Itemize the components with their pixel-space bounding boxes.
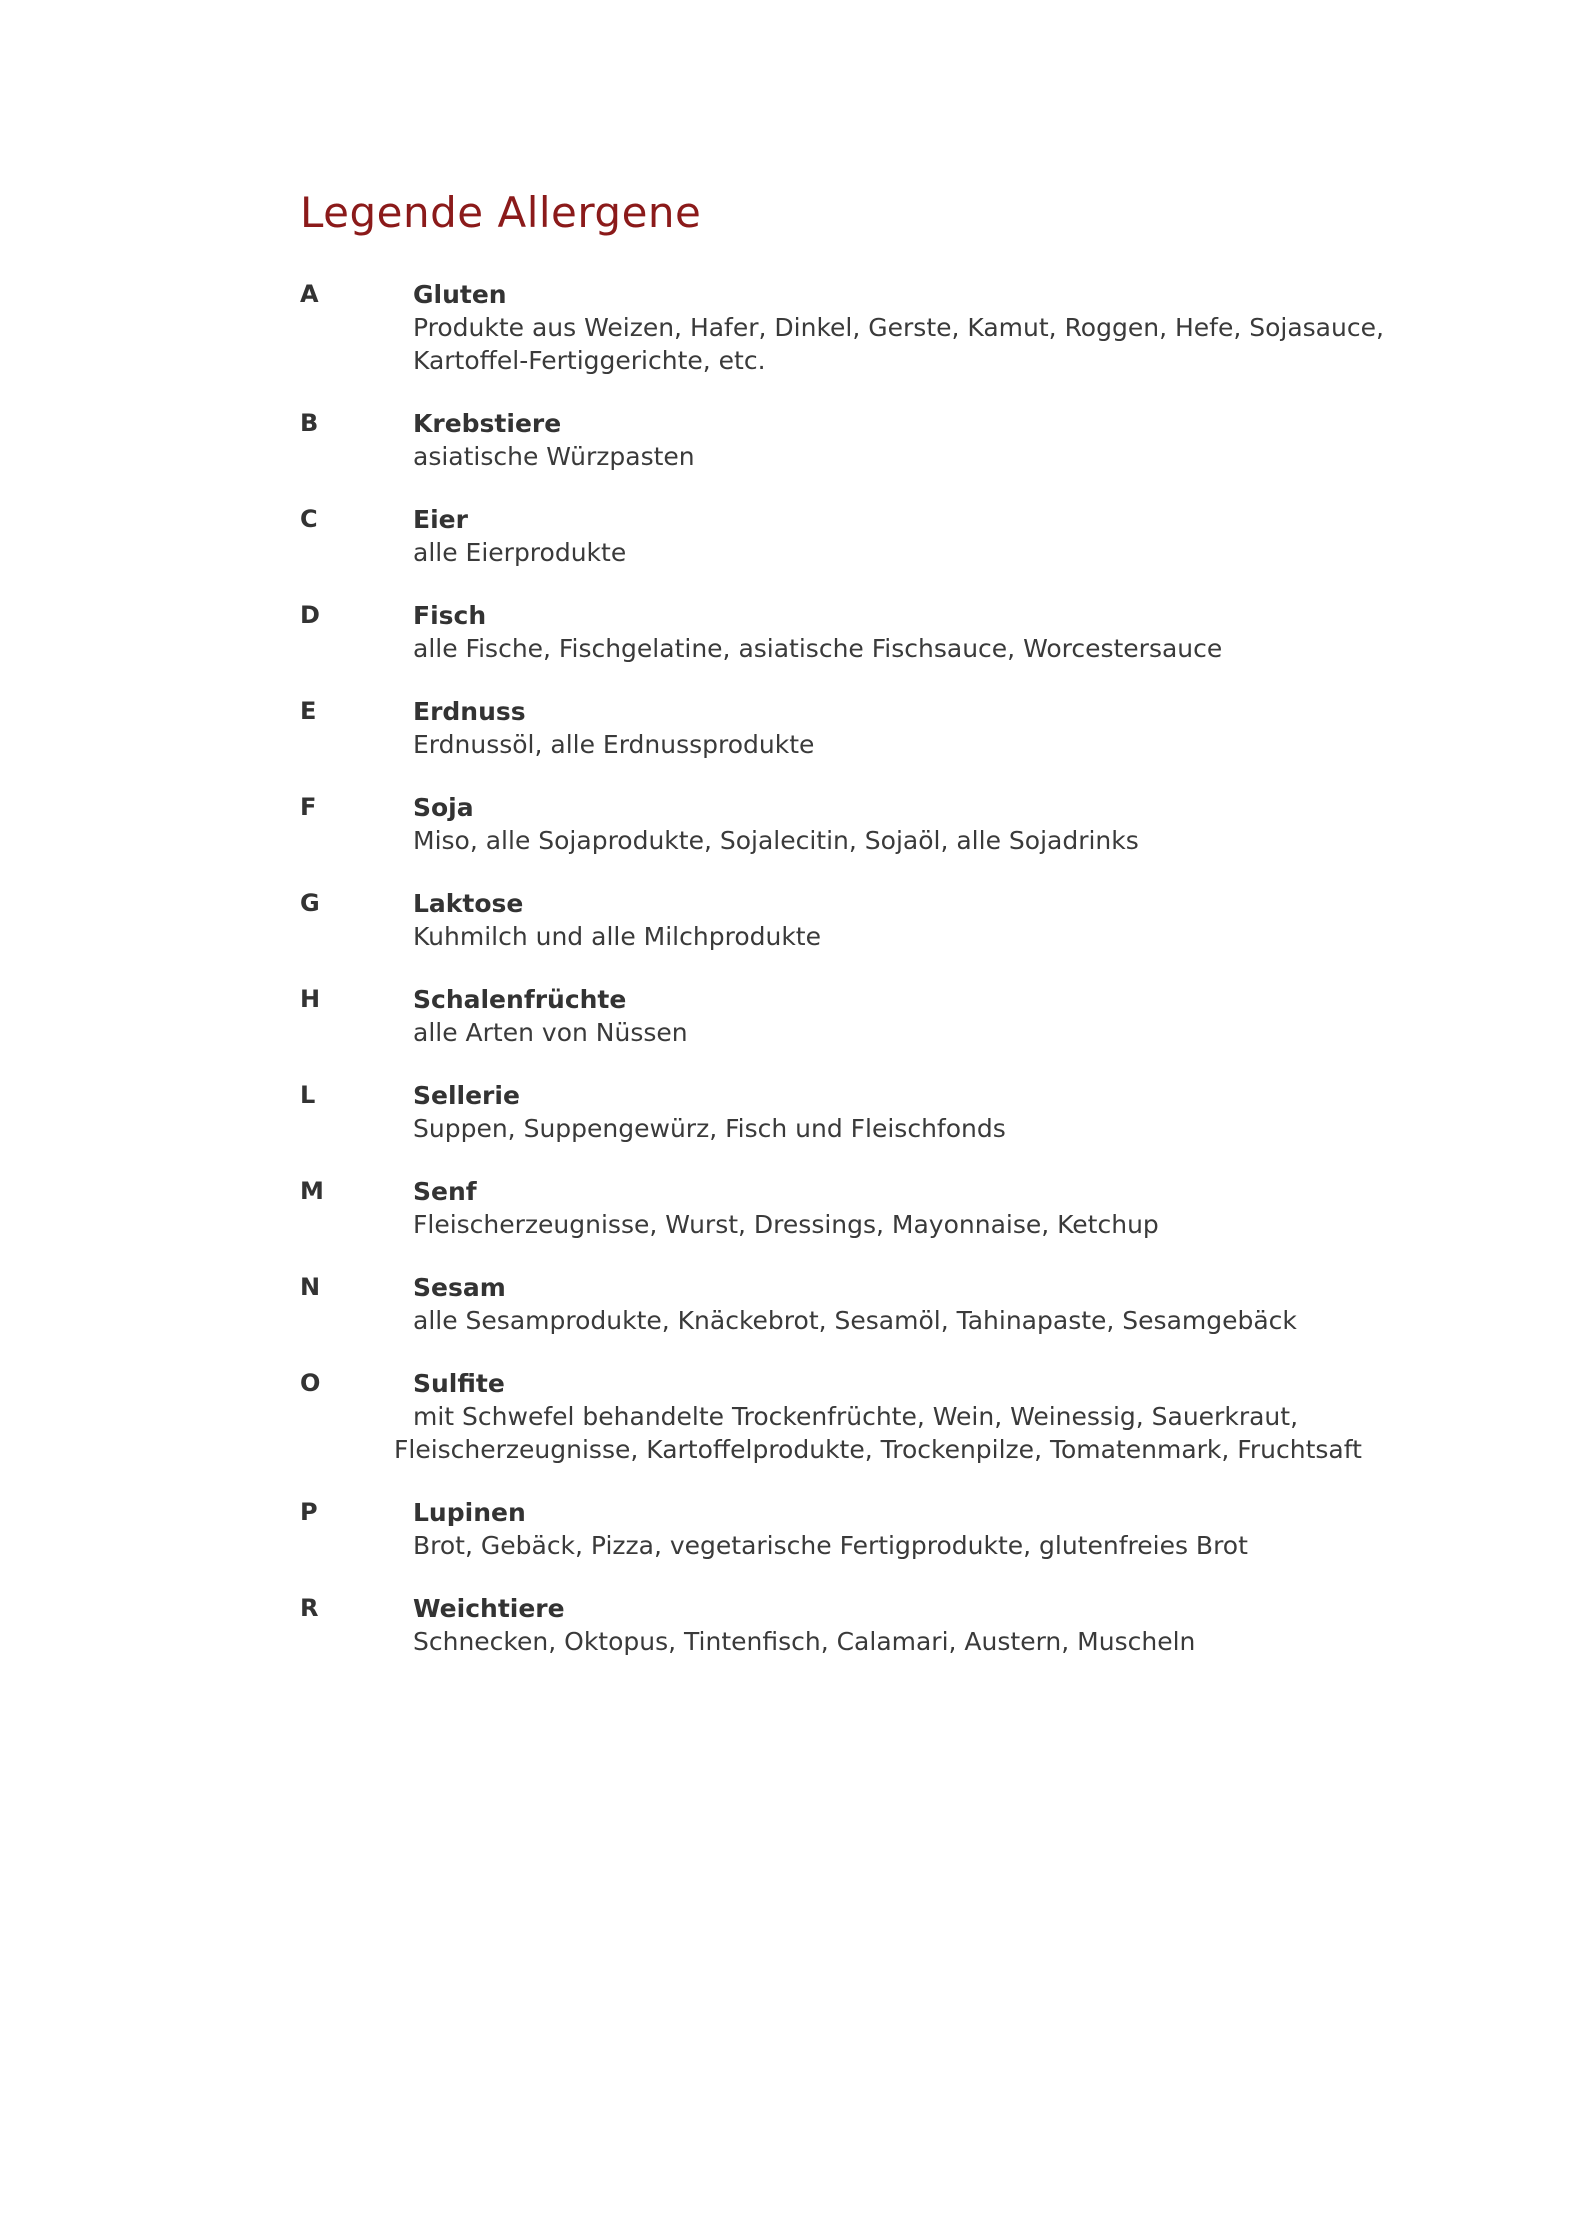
allergen-code: R — [300, 1594, 319, 1622]
allergen-name: Krebstiere — [413, 409, 562, 438]
allergen-code: A — [300, 280, 319, 308]
allergen-name: Sellerie — [413, 1081, 520, 1110]
allergen-entry-r — [300, 1592, 1440, 1658]
allergen-entry-a — [300, 278, 1440, 377]
allergen-entry-g — [300, 887, 1440, 953]
allergen-description: alle Arten von Nüssen — [413, 1018, 688, 1047]
allergen-code: D — [300, 601, 320, 629]
allergen-entry-n — [300, 1271, 1440, 1337]
allergen-description: Produkte aus Weizen, Hafer, Dinkel, Gerste, Kamut, Roggen, Hefe, Sojasauce, Kartoffel-Fertiggerichte, etc. — [413, 313, 1384, 375]
allergen-description: alle Sesamprodukte, Knäckebrot, Sesamöl, Tahinapaste, Sesamgebäck — [413, 1306, 1297, 1335]
allergen-name: Sulfite — [413, 1369, 505, 1398]
allergen-description: Suppen, Suppengewürz, Fisch und Fleischfonds — [413, 1114, 1006, 1143]
allergen-description: Kuhmilch und alle Milchprodukte — [413, 922, 821, 951]
allergen-name: Fisch — [413, 601, 487, 630]
allergen-entry-o — [300, 1367, 1440, 1466]
allergen-description: Miso, alle Sojaprodukte, Sojalecitin, Sojaöl, alle Sojadrinks — [413, 826, 1139, 855]
allergen-name: Senf — [413, 1177, 477, 1206]
allergen-code: L — [300, 1081, 316, 1109]
allergen-description: mit Schwefel behandelte Trockenfrüchte, Wein, Weinessig, Sauerkraut, Fleischerzeugnisse, Kartoffelprodukte, Trockenpilze, Tomatenmark, Fruchtsaft — [394, 1402, 1362, 1464]
allergen-code: G — [300, 889, 320, 917]
allergen-entry-e — [300, 695, 1440, 761]
allergen-entry-m — [300, 1175, 1440, 1241]
allergen-code: E — [300, 697, 317, 725]
allergen-description: alle Eierprodukte — [413, 538, 627, 567]
allergen-entry-b — [300, 407, 1440, 473]
allergen-name: Gluten — [413, 280, 507, 309]
allergen-name: Soja — [413, 793, 474, 822]
allergen-code: P — [300, 1498, 318, 1526]
allergen-name: Schalenfrüchte — [413, 985, 627, 1014]
allergen-entry-f — [300, 791, 1440, 857]
allergen-name: Eier — [413, 505, 468, 534]
allergen-name: Weichtiere — [413, 1594, 565, 1623]
allergen-code: M — [300, 1177, 324, 1205]
allergen-legend — [300, 278, 1440, 1688]
allergen-name: Laktose — [413, 889, 524, 918]
allergen-name: Sesam — [413, 1273, 506, 1302]
allergen-entry-d — [300, 599, 1440, 665]
allergen-name: Erdnuss — [413, 697, 526, 726]
allergen-description: alle Fische, Fischgelatine, asiatische Fischsauce, Worcestersauce — [413, 634, 1223, 663]
allergen-code: N — [300, 1273, 321, 1301]
allergen-name: Lupinen — [413, 1498, 526, 1527]
page-title: Legende Allergene — [300, 188, 702, 237]
allergen-entry-h — [300, 983, 1440, 1049]
allergen-code: C — [300, 505, 318, 533]
allergen-description: Erdnussöl, alle Erdnussprodukte — [413, 730, 815, 759]
allergen-entry-l — [300, 1079, 1440, 1145]
allergen-entry-c — [300, 503, 1440, 569]
allergen-description: asiatische Würzpasten — [413, 442, 695, 471]
allergen-code: H — [300, 985, 321, 1013]
allergen-code: F — [300, 793, 317, 821]
allergen-description: Fleischerzeugnisse, Wurst, Dressings, Mayonnaise, Ketchup — [413, 1210, 1159, 1239]
allergen-code: O — [300, 1369, 321, 1397]
allergen-description: Brot, Gebäck, Pizza, vegetarische Fertigprodukte, glutenfreies Brot — [413, 1531, 1248, 1560]
allergen-description: Schnecken, Oktopus, Tintenfisch, Calamari, Austern, Muscheln — [413, 1627, 1196, 1656]
allergen-entry-p — [300, 1496, 1440, 1562]
allergen-code: B — [300, 409, 319, 437]
